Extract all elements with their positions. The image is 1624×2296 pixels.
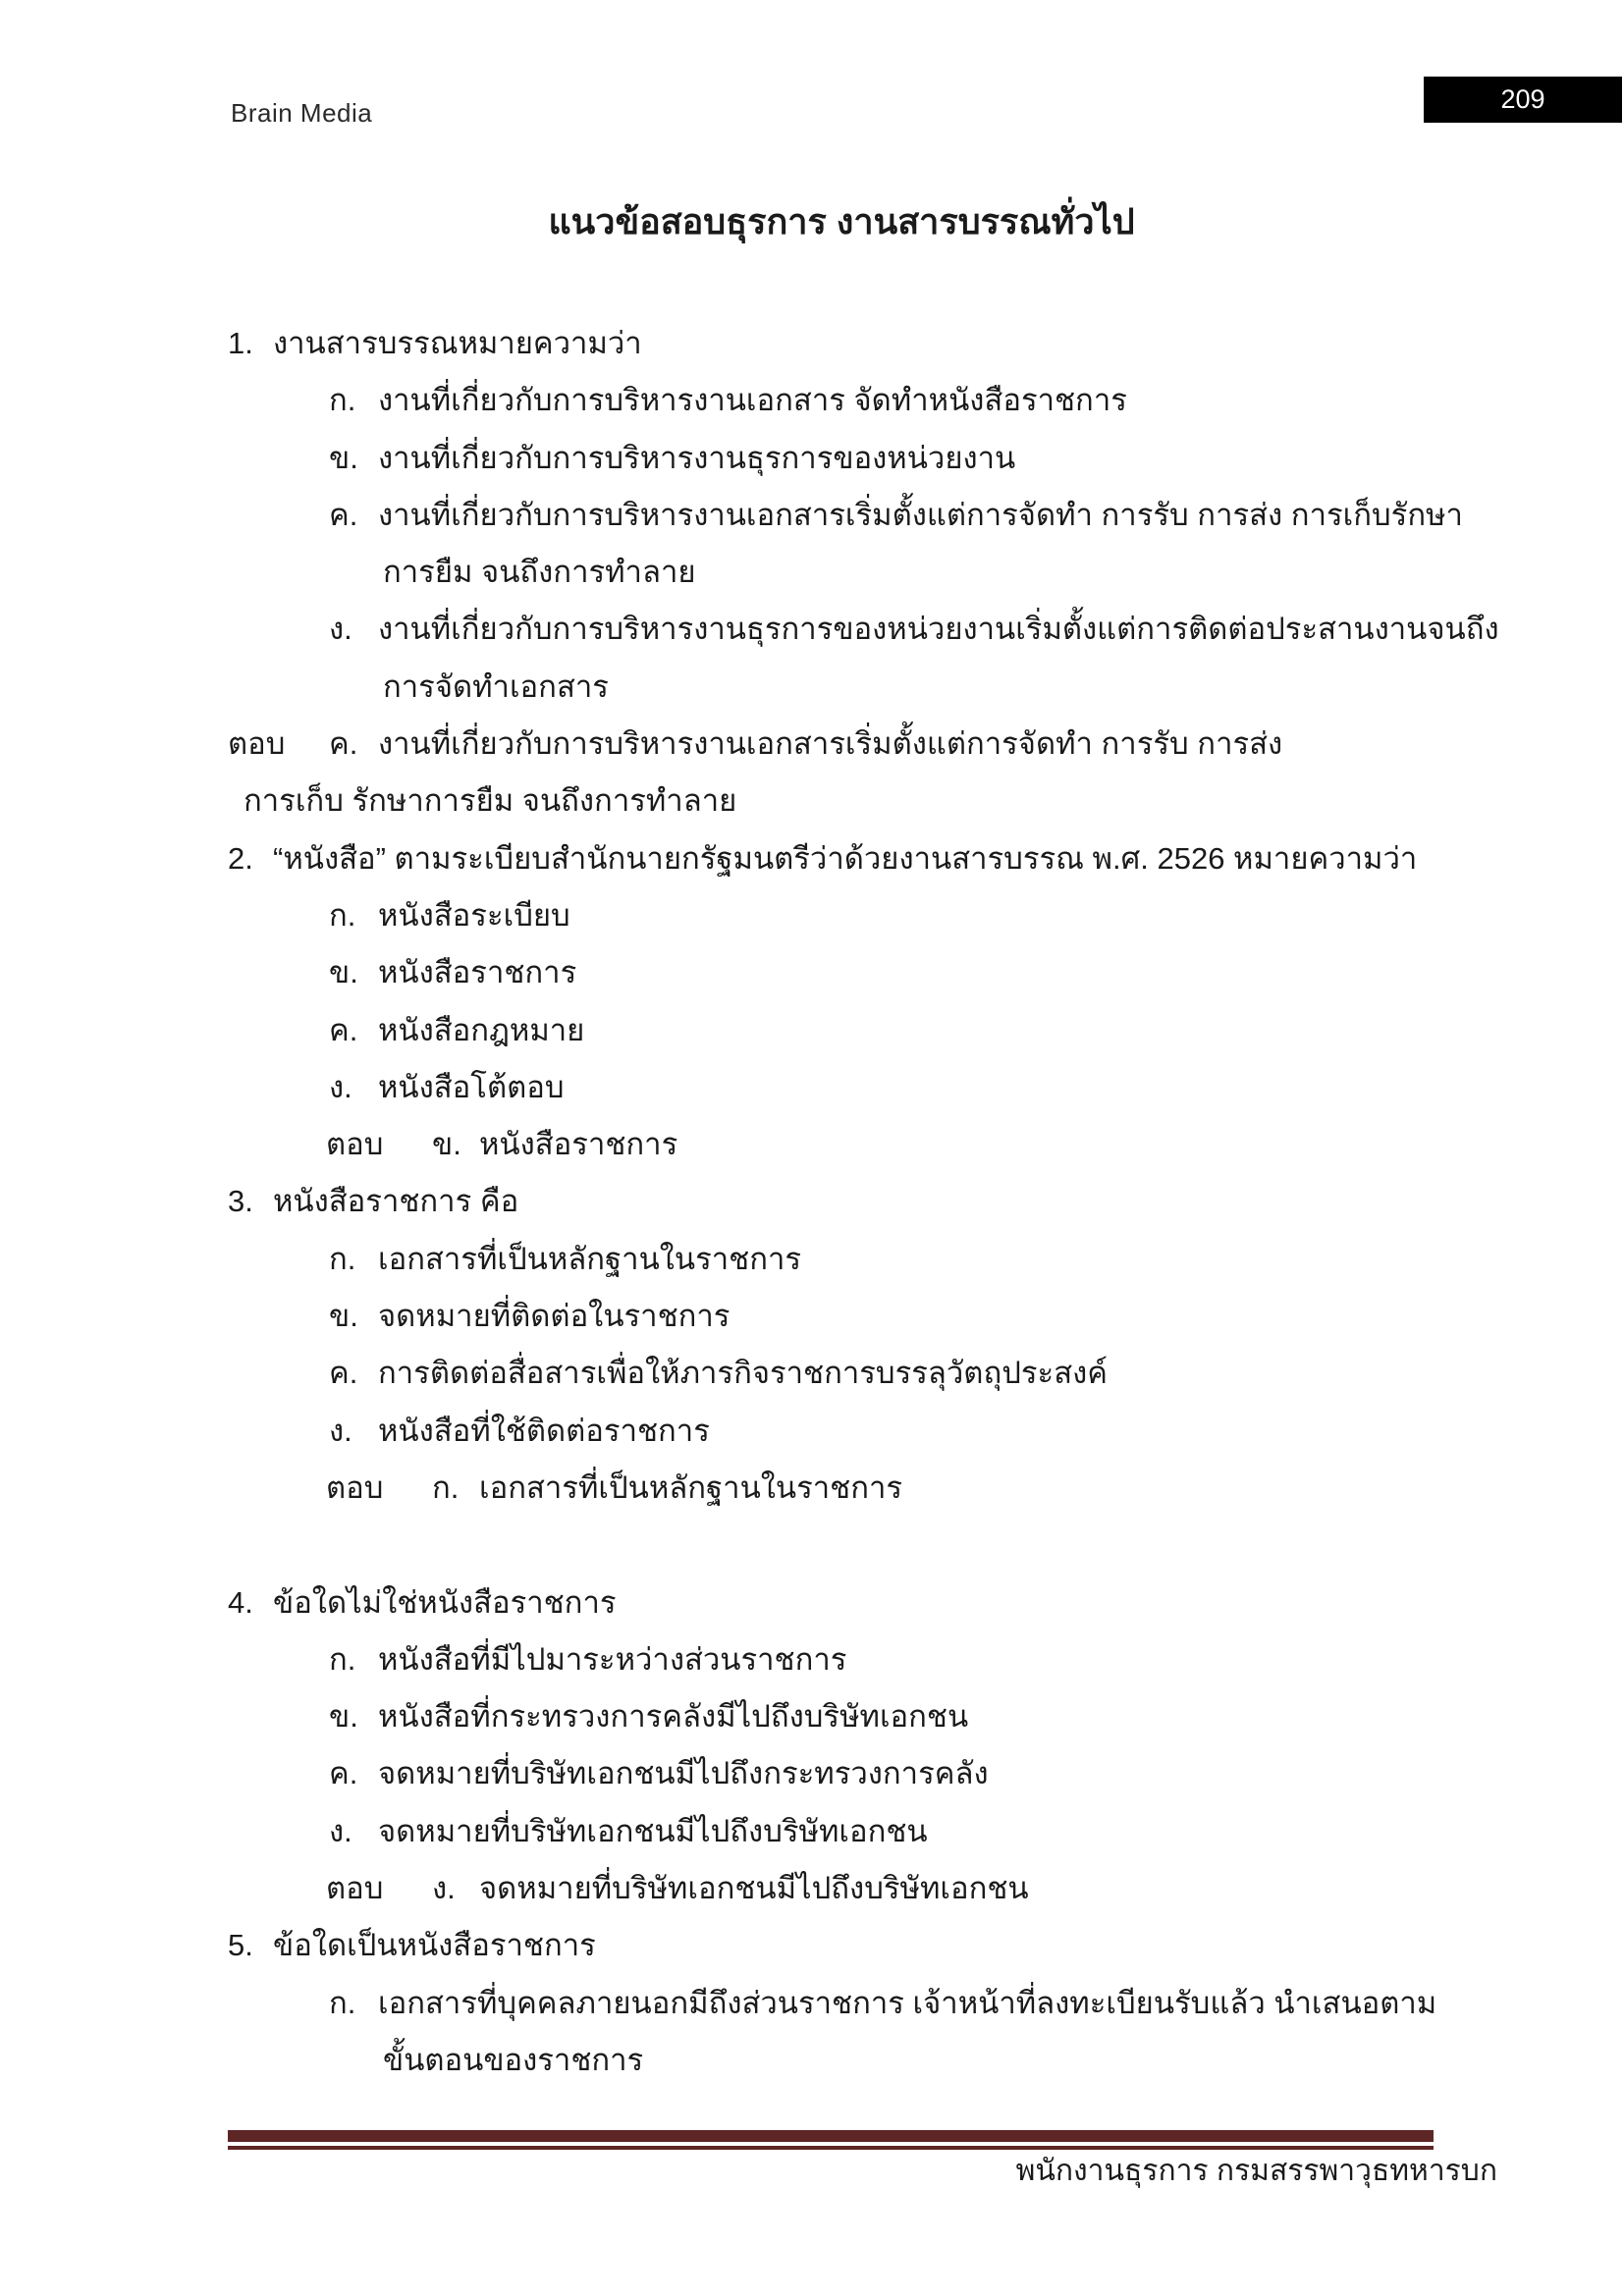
option-text: หนังสือโต้ตอบ	[378, 1069, 565, 1104]
answer-letter: ข.	[432, 1127, 461, 1162]
option-letter: ค.	[329, 1756, 358, 1791]
option-line	[228, 1403, 1543, 1460]
answer-line	[228, 1116, 1543, 1173]
option-text: หนังสือที่ใช้ติดต่อราชการ	[378, 1413, 710, 1448]
question-text: ข้อใดไม่ใช่หนังสือราชการ	[273, 1584, 617, 1620]
option-text: งานที่เกี่ยวกับการบริหารงานธุรการของหน่วยงาน	[378, 440, 1016, 475]
question-number: 5.	[228, 1928, 253, 1963]
option-text: หนังสือที่มีไปมาระหว่างส่วนราชการ	[378, 1641, 847, 1677]
answer-label: ตอบ	[228, 726, 286, 762]
option-continuation-line	[228, 2032, 1543, 2089]
option-line	[228, 1288, 1543, 1345]
option-text: จดหมายที่ติดต่อในราชการ	[378, 1299, 731, 1334]
option-letter: ข.	[329, 1699, 358, 1735]
option-line	[228, 1803, 1543, 1860]
question-line-3	[228, 1173, 1543, 1230]
option-line	[228, 430, 1543, 487]
question-number: 3.	[228, 1184, 253, 1219]
option-continuation-line	[228, 544, 1543, 601]
question-line-2	[228, 830, 1543, 887]
question-line-1	[228, 315, 1543, 372]
answer-letter: ค.	[329, 726, 358, 762]
answer-text: หนังสือราชการ	[479, 1127, 678, 1162]
answer-letter: ง.	[432, 1871, 456, 1906]
answer-line	[228, 1460, 1543, 1517]
question-text: งานสารบรรณหมายความว่า	[273, 326, 642, 360]
option-text: งานที่เกี่ยวกับการบริหารงานธุรการของหน่วยงานเริ่มตั้งแต่การติดต่อประสานงานจนถึง	[378, 612, 1499, 647]
question-number: 2.	[228, 840, 253, 876]
option-line	[228, 1059, 1543, 1116]
option-letter: ก.	[329, 383, 356, 418]
answer-line	[228, 716, 1543, 773]
footer-text: พนักงานธุรการ กรมสรรพาวุธทหารบก	[1015, 2155, 1497, 2187]
option-text: หนังสือระเบียบ	[378, 897, 570, 933]
option-letter: ง.	[329, 1813, 352, 1848]
option-letter: ง.	[329, 612, 352, 647]
option-letter: ข.	[329, 955, 358, 990]
option-text: เอกสารที่บุคคลภายนอกมีถึงส่วนราชการ เจ้าหน้าที่ลงทะเบียนรับแล้ว นำเสนอตาม	[378, 1985, 1437, 2020]
option-line	[228, 372, 1543, 429]
answer-label: ตอบ	[326, 1127, 384, 1162]
option-text: หนังสือที่กระทรวงการคลังมีไปถึงบริษัทเอกชน	[378, 1699, 969, 1735]
question-line-4	[228, 1575, 1543, 1631]
option-line	[228, 1002, 1543, 1059]
option-text: งานที่เกี่ยวกับการบริหารงานเอกสาร จัดทำหนังสือราชการ	[378, 383, 1127, 418]
footer-rule-thick	[228, 2130, 1434, 2142]
answer-label: ตอบ	[326, 1871, 384, 1906]
option-text-continued: ขั้นตอนของราชการ	[383, 2042, 644, 2077]
option-line	[228, 487, 1543, 544]
option-text: เอกสารที่เป็นหลักฐานในราชการ	[378, 1241, 802, 1276]
page-number-badge	[1424, 77, 1622, 123]
option-letter: ข.	[329, 440, 358, 475]
questions-container	[228, 315, 1543, 2089]
option-line	[228, 1745, 1543, 1802]
answer-text: งานที่เกี่ยวกับการบริหารงานเอกสารเริ่มตั้งแต่การจัดทำ การรับ การส่ง	[378, 726, 1283, 762]
option-continuation-line	[228, 659, 1543, 716]
option-text: หนังสือกฎหมาย	[378, 1012, 585, 1047]
option-letter: ค.	[329, 1356, 358, 1391]
option-text: งานที่เกี่ยวกับการบริหารงานเอกสารเริ่มตั้งแต่การจัดทำ การรับ การส่ง การเก็บรักษา	[378, 497, 1463, 532]
blank-line	[228, 1517, 1543, 1574]
option-text: การติดต่อสื่อสารเพื่อให้ภารกิจราชการบรรลุวัตถุประสงค์	[378, 1356, 1108, 1391]
answer-continuation-line	[228, 773, 1543, 829]
option-letter: ก.	[329, 897, 356, 933]
answer-text-continued: การเก็บ รักษาการยืม จนถึงการทำลาย	[244, 783, 737, 819]
answer-text: จดหมายที่บริษัทเอกชนมีไปถึงบริษัทเอกชน	[479, 1871, 1029, 1906]
option-line	[228, 944, 1543, 1001]
option-text: จดหมายที่บริษัทเอกชนมีไปถึงกระทรวงการคลัง	[378, 1756, 989, 1791]
option-line	[228, 887, 1543, 944]
footer-rule	[228, 2130, 1434, 2150]
option-letter: ค.	[329, 1012, 358, 1047]
page-title: แนวข้อสอบธุรการ งานสารบรรณทั่วไป	[548, 201, 1135, 241]
question-text: “หนังสือ” ตามระเบียบสำนักนายกรัฐมนตรีว่าด้วยงานสารบรรณ พ.ศ. 2526 หมายความว่า	[273, 840, 1418, 876]
option-line	[228, 1631, 1543, 1688]
option-line	[228, 1231, 1543, 1288]
option-letter: ก.	[329, 1985, 356, 2020]
page-number: 209	[1500, 84, 1545, 114]
option-line	[228, 1688, 1543, 1745]
brand-text: Brain Media	[231, 98, 373, 128]
answer-label: ตอบ	[326, 1469, 384, 1505]
option-line	[228, 601, 1543, 658]
question-text: ข้อใดเป็นหนังสือราชการ	[273, 1928, 596, 1963]
answer-line	[228, 1860, 1543, 1917]
option-line	[228, 1975, 1543, 2032]
option-letter: ข.	[329, 1299, 358, 1334]
question-line-5	[228, 1917, 1543, 1974]
option-letter: ก.	[329, 1641, 356, 1677]
question-number: 4.	[228, 1584, 253, 1620]
option-text: หนังสือราชการ	[378, 955, 577, 990]
option-letter: ง.	[329, 1069, 352, 1104]
option-text: จดหมายที่บริษัทเอกชนมีไปถึงบริษัทเอกชน	[378, 1813, 928, 1848]
option-letter: ง.	[329, 1413, 352, 1448]
question-number: 1.	[228, 326, 253, 360]
option-letter: ค.	[329, 497, 358, 532]
answer-letter: ก.	[432, 1469, 460, 1505]
option-line	[228, 1345, 1543, 1402]
question-text: หนังสือราชการ คือ	[273, 1184, 519, 1219]
option-text-continued: การยืม จนถึงการทำลาย	[383, 555, 696, 590]
answer-text: เอกสารที่เป็นหลักฐานในราชการ	[479, 1469, 903, 1505]
option-text-continued: การจัดทำเอกสาร	[383, 668, 609, 704]
option-letter: ก.	[329, 1241, 356, 1276]
